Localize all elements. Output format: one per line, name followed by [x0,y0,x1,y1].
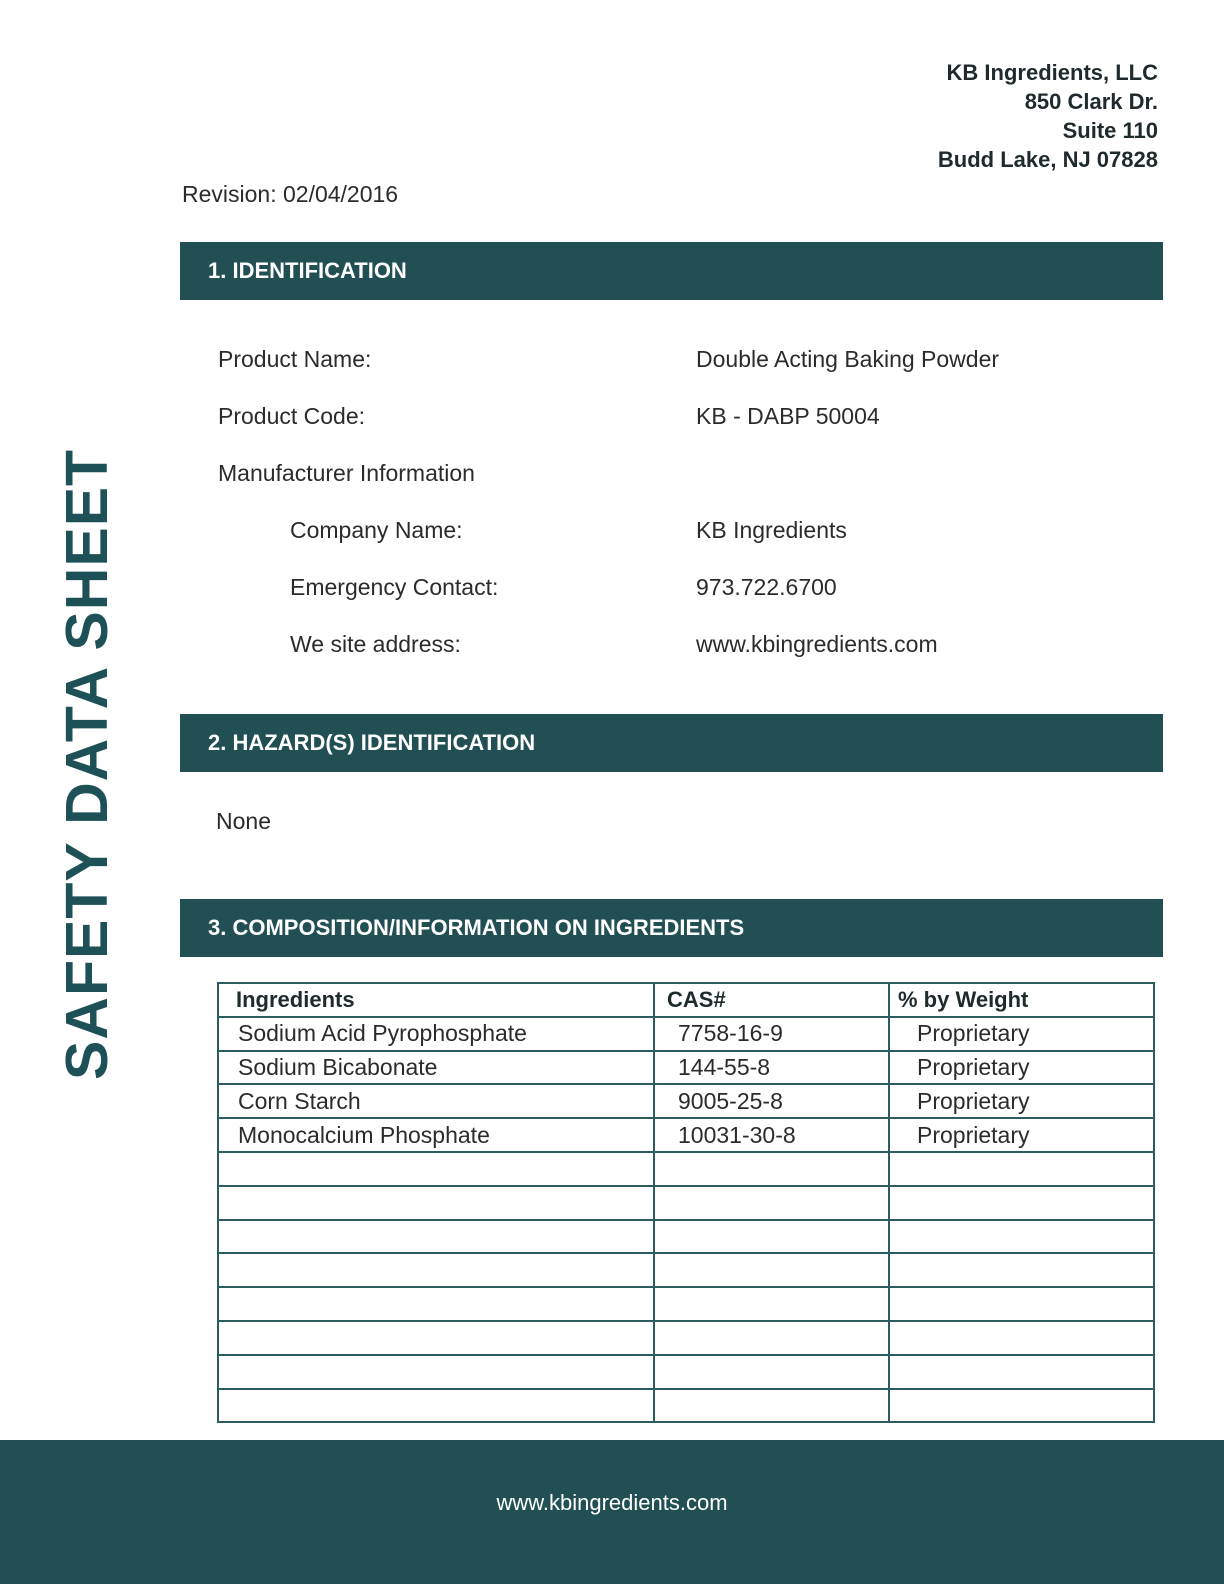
ingredients-table [217,982,1155,1423]
company-city: Budd Lake, NJ 07828 [937,147,1158,172]
ingredient-cell [218,1220,654,1254]
ingredient-cell [218,1321,654,1355]
column-header-weight: % by Weight [889,983,1154,1017]
cas-cell [654,1152,889,1186]
manufacturer-label: Manufacturer Information [218,460,475,486]
company-name-value: KB Ingredients [696,517,847,543]
weight-cell: Proprietary [889,1118,1154,1152]
product-name-value: Double Acting Baking Powder [696,346,1000,372]
cas-cell [654,1355,889,1389]
ingredient-cell [218,1389,654,1423]
section-hazards-header: 2. HAZARD(S) IDENTIFICATION [180,714,1163,772]
cas-cell: 7758-16-9 [654,1017,889,1051]
emergency-contact-value: 973.722.6700 [696,574,837,600]
table-header-row [218,983,1154,1017]
table-row-empty [218,1321,1154,1355]
cas-cell [654,1220,889,1254]
footer-url: www.kbingredients.com [496,1490,728,1515]
company-suite: Suite 110 [1062,118,1158,143]
table-row-empty [218,1253,1154,1287]
table-row [218,1118,1154,1152]
table-row-empty [218,1389,1154,1423]
weight-cell: Proprietary [889,1017,1154,1051]
revision-date: Revision: 02/04/2016 [182,181,399,207]
weight-cell: Proprietary [889,1051,1154,1085]
cas-cell: 9005-25-8 [654,1084,889,1118]
weight-cell [889,1186,1154,1220]
website-label: We site address: [290,631,461,657]
weight-cell [889,1287,1154,1321]
company-street: 850 Clark Dr. [1024,89,1158,114]
weight-cell [889,1152,1154,1186]
table-row-empty [218,1220,1154,1254]
cas-cell [654,1186,889,1220]
company-name-label: Company Name: [290,517,463,543]
product-code-value: KB - DABP 50004 [696,403,880,429]
product-name-label: Product Name: [218,346,372,372]
side-title: SAFETY DATA SHEET [54,448,120,1080]
ingredient-cell [218,1186,654,1220]
ingredient-cell [218,1253,654,1287]
table-row [218,1051,1154,1085]
cas-cell [654,1253,889,1287]
product-code-label: Product Code: [218,403,366,429]
table-row-empty [218,1152,1154,1186]
footer [0,1440,1224,1584]
section-composition-header: 3. COMPOSITION/INFORMATION ON INGREDIENTS [180,899,1163,957]
ingredient-cell [218,1287,654,1321]
weight-cell [889,1220,1154,1254]
emergency-contact-label: Emergency Contact: [290,574,499,600]
weight-cell: Proprietary [889,1084,1154,1118]
table-row-empty [218,1186,1154,1220]
table-row-empty [218,1355,1154,1389]
cas-cell [654,1321,889,1355]
weight-cell [889,1253,1154,1287]
weight-cell [889,1389,1154,1423]
company-name: KB Ingredients, LLC [946,60,1158,85]
column-header-cas: CAS# [654,983,889,1017]
ingredient-cell: Corn Starch [218,1084,654,1118]
ingredient-cell [218,1355,654,1389]
company-address [938,58,1158,174]
cas-cell [654,1287,889,1321]
table-row-empty [218,1287,1154,1321]
column-header-ingredients: Ingredients [218,983,654,1017]
hazards-text: None [216,808,271,834]
cas-cell: 144-55-8 [654,1051,889,1085]
weight-cell [889,1321,1154,1355]
ingredient-cell [218,1152,654,1186]
ingredient-cell: Sodium Bicabonate [218,1051,654,1085]
section-identification-header: 1. IDENTIFICATION [180,242,1163,300]
ingredient-cell: Monocalcium Phosphate [218,1118,654,1152]
weight-cell [889,1355,1154,1389]
table-row [218,1017,1154,1051]
website-value: www.kbingredients.com [696,631,938,657]
cas-cell [654,1389,889,1423]
ingredient-cell: Sodium Acid Pyrophosphate [218,1017,654,1051]
table-row [218,1084,1154,1118]
cas-cell: 10031-30-8 [654,1118,889,1152]
